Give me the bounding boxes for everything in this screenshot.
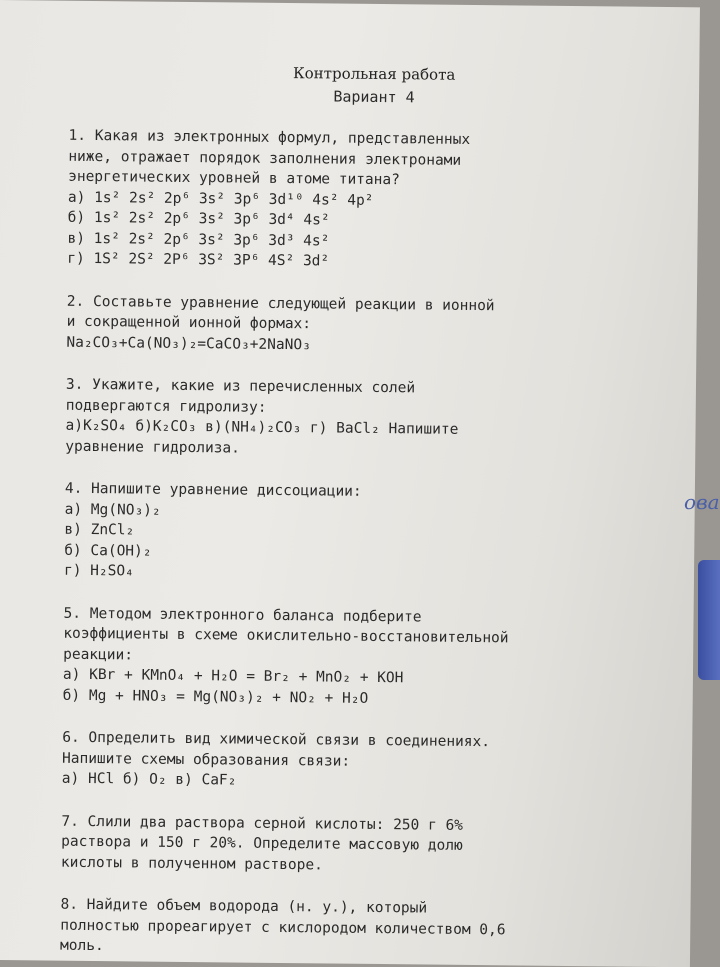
task-line: 4. Напишите уравнение диссоциации: bbox=[64, 480, 362, 500]
task-1 bbox=[67, 126, 648, 276]
answer-option: в) 1s² 2s² 2p⁶ 3s² 3p⁶ 3d³ 4s² bbox=[67, 230, 330, 249]
answer-option: г) 1S² 2S² 2P⁶ 3S² 3P⁶ 4S² 3d² bbox=[67, 250, 330, 270]
task-line: 7. Слили два раствора серной кислоты: 250 г 6% bbox=[61, 813, 464, 834]
task-line: кислоты в полученном растворе. bbox=[60, 854, 323, 873]
equation: Na₂CO₃+Ca(NO₃)₂=CaCO₃+2NaNO₃ bbox=[66, 334, 311, 353]
task-8 bbox=[60, 895, 641, 963]
task-line: полностью прореагирует с кислородом количеством 0,6 bbox=[60, 917, 506, 938]
task-line: подвергаются гидролизу: bbox=[65, 397, 267, 416]
task-line: 2. Составьте уравнение следующей реакции в ионной bbox=[66, 293, 495, 314]
answer-option: а) HCl б) O₂ в) CaF₂ bbox=[61, 770, 237, 789]
task-7 bbox=[61, 811, 642, 879]
task-2 bbox=[66, 291, 647, 359]
task-line: а)K₂SO₄ б)K₂CO₃ в)(NH₄)₂CO₃ г) BaCl₂ Напишите bbox=[65, 417, 459, 438]
equation: а) KBr + KMnO₄ + H₂O = Br₂ + MnO₂ + KOH bbox=[62, 666, 404, 687]
task-line: ниже, отражает порядок заполнения электронами bbox=[68, 148, 462, 169]
task-line: Напишите схемы образования связи: bbox=[61, 750, 351, 770]
task-line: 6. Определить вид химической связи в соединениях. bbox=[62, 729, 491, 751]
task-line: и сокращенной ионной формах: bbox=[66, 313, 312, 333]
answer-option: а) Mg(NO₃)₂ bbox=[64, 501, 161, 519]
variant-label: Вариант 4 bbox=[333, 86, 415, 106]
task-line: 5. Методом электронного баланса подберите bbox=[63, 605, 422, 625]
test-document bbox=[60, 61, 649, 963]
task-line: энергетических уровней в атоме титана? bbox=[68, 168, 400, 189]
blue-pen-edge bbox=[698, 560, 720, 680]
task-line: 8. Найдите объем водорода (н. у.), который bbox=[60, 896, 428, 917]
task-4 bbox=[64, 479, 645, 588]
task-3 bbox=[65, 375, 646, 463]
task-5 bbox=[63, 603, 644, 712]
answer-option: в) ZnCl₂ bbox=[64, 521, 135, 539]
task-line: уравнение гидролиза. bbox=[65, 438, 241, 457]
task-line: 3. Укажите, какие из перечисленных солей bbox=[65, 376, 416, 397]
answer-option: а) 1s² 2s² 2p⁶ 3s² 3p⁶ 3d¹⁰ 4s² 4p² bbox=[67, 189, 374, 209]
answer-option: б) 1s² 2s² 2p⁶ 3s² 3p⁶ 3d⁴ 4s² bbox=[67, 209, 330, 229]
task-line: реакции: bbox=[63, 646, 134, 663]
answer-option: г) H₂SO₄ bbox=[63, 562, 134, 580]
answer-option: б) Ca(OH)₂ bbox=[64, 542, 152, 560]
task-line: коэффициенты в схеме окислительно-восстановительной bbox=[63, 625, 509, 647]
document-header bbox=[99, 61, 649, 110]
task-line: 1. Какая из электронных формул, представленных bbox=[68, 127, 471, 148]
handwritten-edge-note: ова bbox=[684, 490, 720, 514]
equation: б) Mg + HNO₃ = Mg(NO₃)₂ + NO₂ + H₂O bbox=[62, 687, 369, 707]
task-line: моль. bbox=[60, 937, 104, 955]
document-title: Контрольная работа bbox=[293, 64, 456, 84]
task-line: раствора и 150 г 20%. Определите массовую долю bbox=[61, 833, 463, 854]
task-6 bbox=[62, 728, 643, 796]
